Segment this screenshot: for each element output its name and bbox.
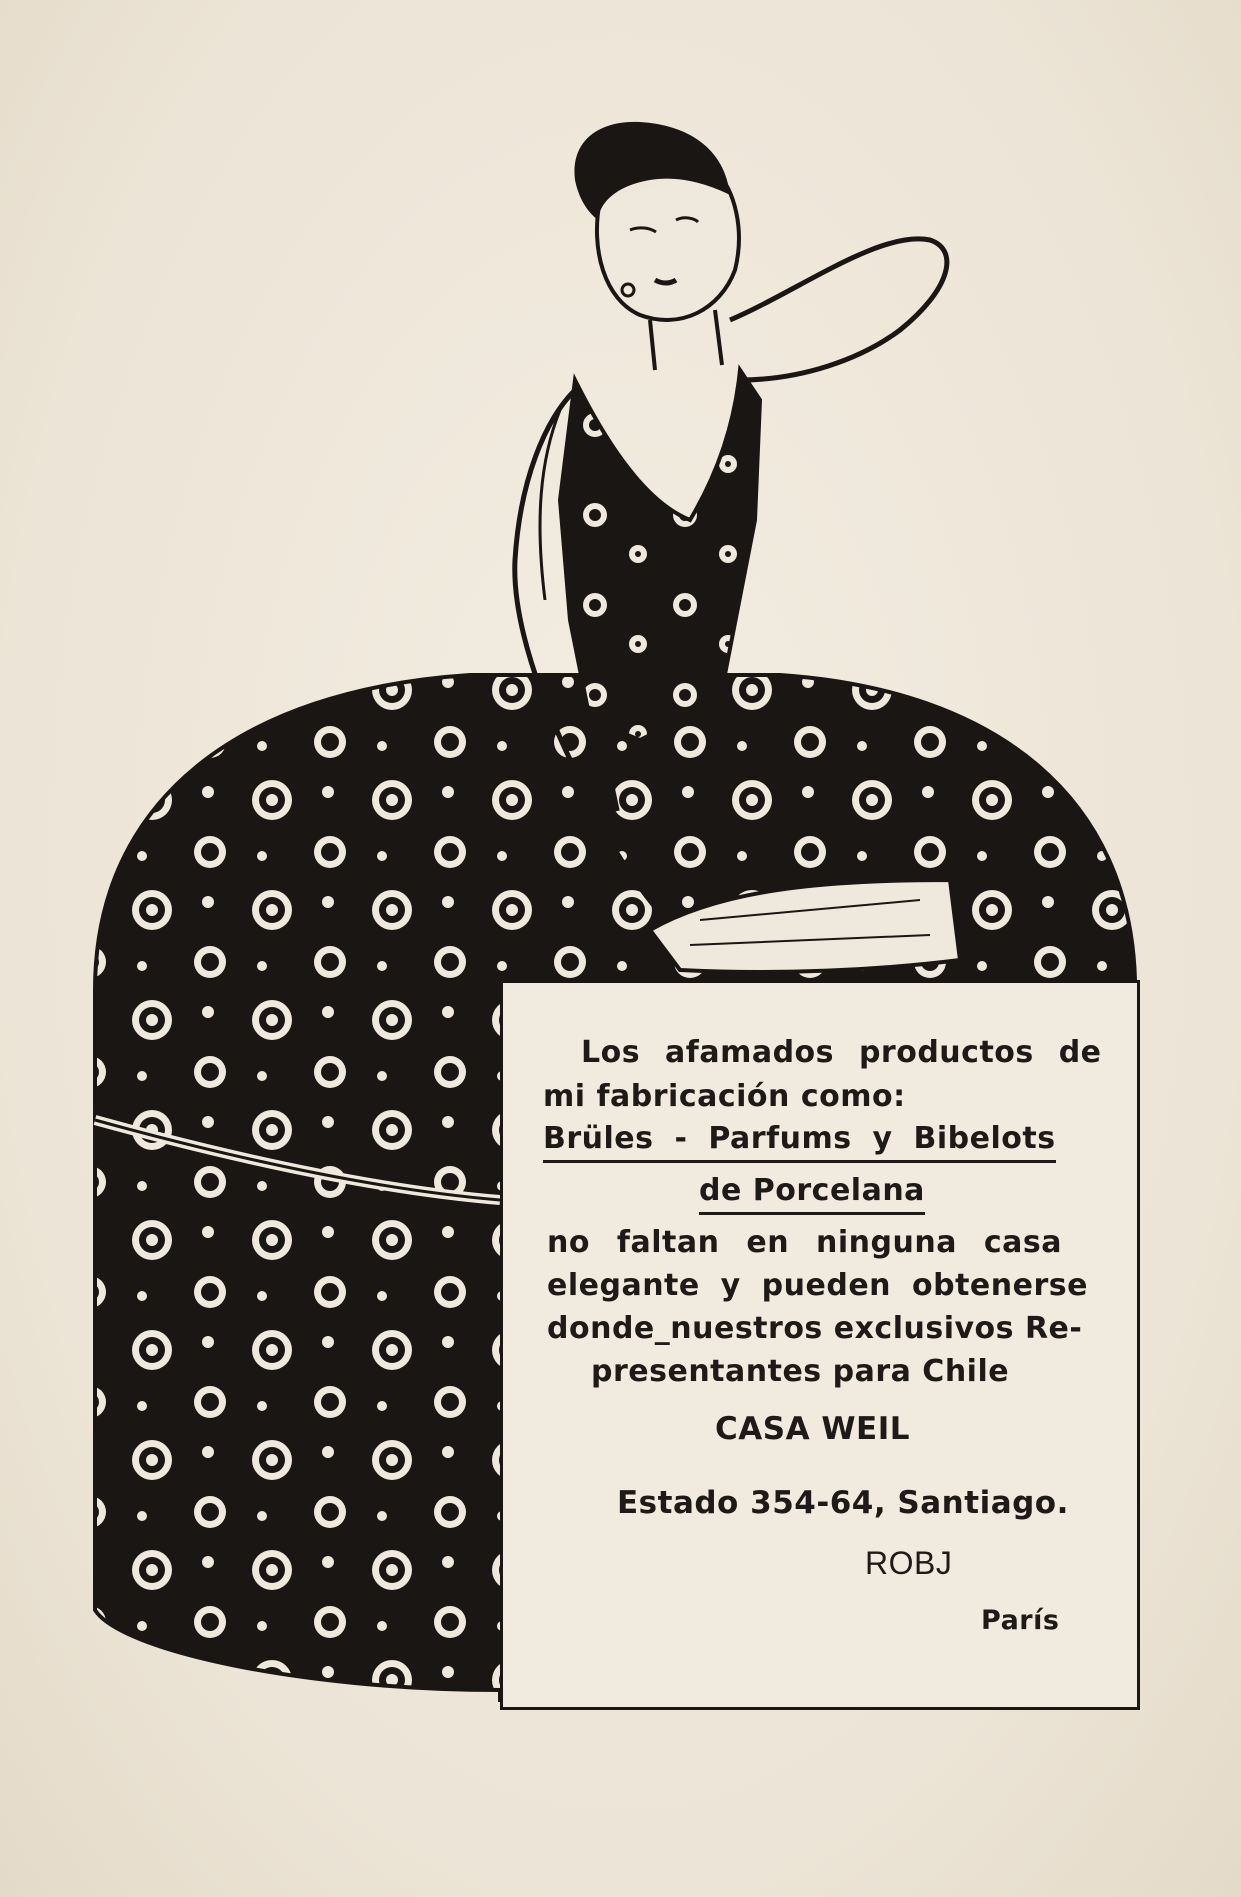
ad-company-name: CASA WEIL — [715, 1411, 911, 1447]
ad-city: París — [981, 1605, 1060, 1636]
ad-line-products: Brüles - Parfums y Bibelots — [543, 1121, 1056, 1163]
ad-line-representatives: donde_nuestros exclusivos Re- — [547, 1311, 1083, 1346]
ad-line-elegant: elegante y pueden obtenerse — [547, 1268, 1088, 1303]
ad-line-homes: no faltan en ninguna casa — [547, 1225, 1063, 1260]
advertisement-text-box — [500, 980, 1140, 1710]
ad-address: Estado 354-64, Santiago. — [617, 1485, 1069, 1521]
right-arm — [730, 239, 947, 380]
ad-line-fabrication: mi fabricación como: — [543, 1079, 906, 1114]
ad-line-intro: Los afamados productos de — [581, 1035, 1102, 1070]
ad-line-porcelain: de Porcelana — [699, 1173, 925, 1215]
ad-brand-signature: ROBJ — [865, 1545, 953, 1581]
ad-line-chile: presentantes para Chile — [591, 1354, 1010, 1389]
face — [597, 170, 739, 320]
